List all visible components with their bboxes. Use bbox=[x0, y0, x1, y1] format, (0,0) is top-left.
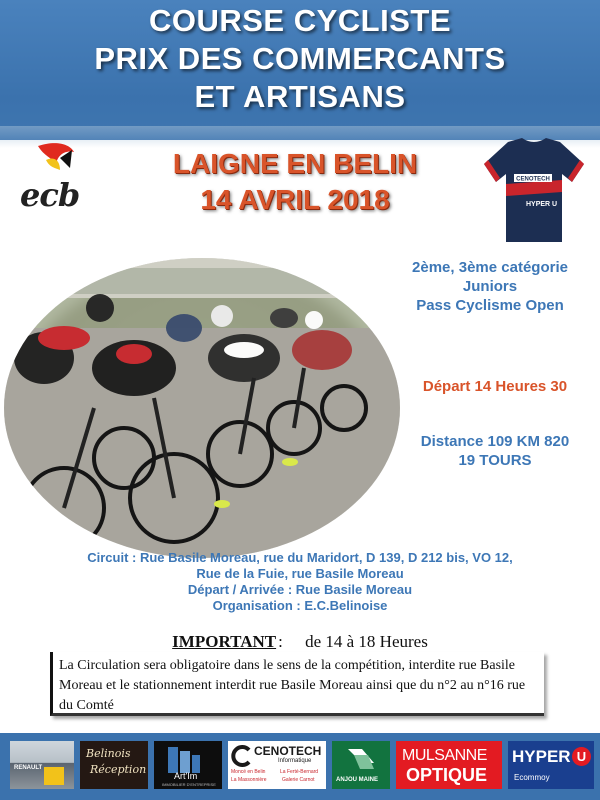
sponsor-belinois-text2: Réception bbox=[90, 763, 147, 776]
important-colon: : bbox=[278, 632, 283, 651]
sponsor-credit-agricole-logo bbox=[332, 741, 390, 789]
sponsor-cenotech-loc2: La Ferté-Bernard bbox=[280, 769, 319, 775]
start-time: Départ 14 Heures 30 bbox=[422, 378, 568, 395]
sponsor-cenotech-text: CENOTECH bbox=[254, 744, 322, 758]
cyclists-photo bbox=[4, 258, 400, 558]
important-hours: de 14 à 18 Heures bbox=[305, 632, 428, 651]
sponsor-belinois-logo bbox=[80, 741, 148, 789]
jersey-icon bbox=[478, 136, 590, 246]
title-line-3: ET ARTISANS bbox=[194, 79, 406, 114]
title-line-2: PRIX DES COMMERCANTS bbox=[94, 41, 506, 76]
sponsor-cenotech-logo bbox=[228, 741, 326, 789]
sponsor-hyper-sub: Ecommoy bbox=[514, 773, 550, 782]
cenotech-c-icon bbox=[231, 745, 253, 767]
sponsor-cenotech-loc1: Moncé en Belin bbox=[231, 769, 266, 775]
circuit-line-3: Départ / Arrivée : Rue Basile Moreau bbox=[187, 582, 413, 597]
circuit-line-1: Circuit : Rue Basile Moreau, rue du Maridort, D 139, D 212 bis, VO 12, bbox=[87, 550, 513, 565]
category-line-2: Juniors bbox=[462, 278, 518, 295]
sponsor-hyper-text: HYPER bbox=[512, 747, 571, 766]
sponsor-artim-logo bbox=[154, 741, 222, 789]
race-distance bbox=[390, 432, 600, 470]
distance-line-2: 19 TOURS bbox=[458, 452, 532, 469]
important-notice-box bbox=[50, 652, 544, 716]
sponsor-mulsanne-text2: OPTIQUE bbox=[406, 765, 488, 785]
poster-title bbox=[0, 2, 600, 116]
sponsor-cenotech-loc4: Galerie Carnot bbox=[282, 777, 315, 783]
sponsor-ca-text: ANJOU MAINE bbox=[336, 777, 379, 783]
sponsor-hyper-u-badge: U bbox=[572, 747, 591, 766]
sponsor-renault-text: RENAULT bbox=[14, 765, 43, 771]
team-jersey-image bbox=[478, 136, 590, 246]
sponsor-mulsanne-optique-logo bbox=[396, 741, 502, 789]
sponsor-cenotech-sub: Informatique bbox=[278, 758, 312, 764]
header-banner bbox=[0, 0, 600, 140]
sponsor-hyper-u-logo bbox=[508, 741, 594, 789]
sponsor-artim-text: Art'Im bbox=[174, 771, 198, 781]
race-categories bbox=[380, 258, 600, 315]
sponsor-artim-sub: IMMOBILIER D'ENTREPRISE bbox=[162, 782, 216, 787]
event-info bbox=[120, 146, 470, 218]
credit-agricole-icon bbox=[332, 741, 390, 777]
important-heading bbox=[0, 632, 600, 652]
renault-storefront-icon bbox=[44, 767, 64, 785]
event-date: 14 AVRIL 2018 bbox=[200, 184, 390, 215]
sponsor-strip bbox=[0, 733, 600, 800]
sponsor-renault-logo bbox=[10, 741, 74, 789]
jersey-sponsor2-label: HYPER U bbox=[526, 201, 558, 208]
circuit-info bbox=[20, 550, 580, 614]
jersey-sponsor-label: CENOTECH bbox=[516, 176, 550, 183]
club-logo bbox=[16, 138, 106, 218]
club-logo-text: ecb bbox=[20, 176, 80, 214]
important-label: IMPORTANT bbox=[172, 632, 277, 651]
cyclists-photo-illustration bbox=[4, 258, 400, 558]
category-line-1: 2ème, 3ème catégorie bbox=[412, 259, 568, 276]
sponsor-cenotech-loc3: La Massonnière bbox=[231, 777, 267, 783]
sponsor-belinois-text: Belinois bbox=[86, 747, 131, 760]
sponsor-mulsanne-text1: MULSANNE bbox=[402, 747, 487, 764]
category-line-3: Pass Cyclisme Open bbox=[416, 297, 564, 314]
circuit-line-4: Organisation : E.C.Belinoise bbox=[212, 598, 388, 613]
title-line-1: COURSE CYCLISTE bbox=[148, 3, 452, 38]
event-place: LAIGNE EN BELIN bbox=[172, 148, 418, 179]
circuit-line-2: Rue de la Fuie, rue Basile Moreau bbox=[196, 566, 404, 581]
distance-line-1: Distance 109 KM 820 bbox=[420, 433, 570, 450]
important-notice-text: La Circulation sera obligatoire dans le sens de la compétition, interdite rue Basile Moreau et le stationnement interdit rue Basile Moreau ainsi que du n°2 au n°16 rue du Comté bbox=[59, 658, 526, 713]
